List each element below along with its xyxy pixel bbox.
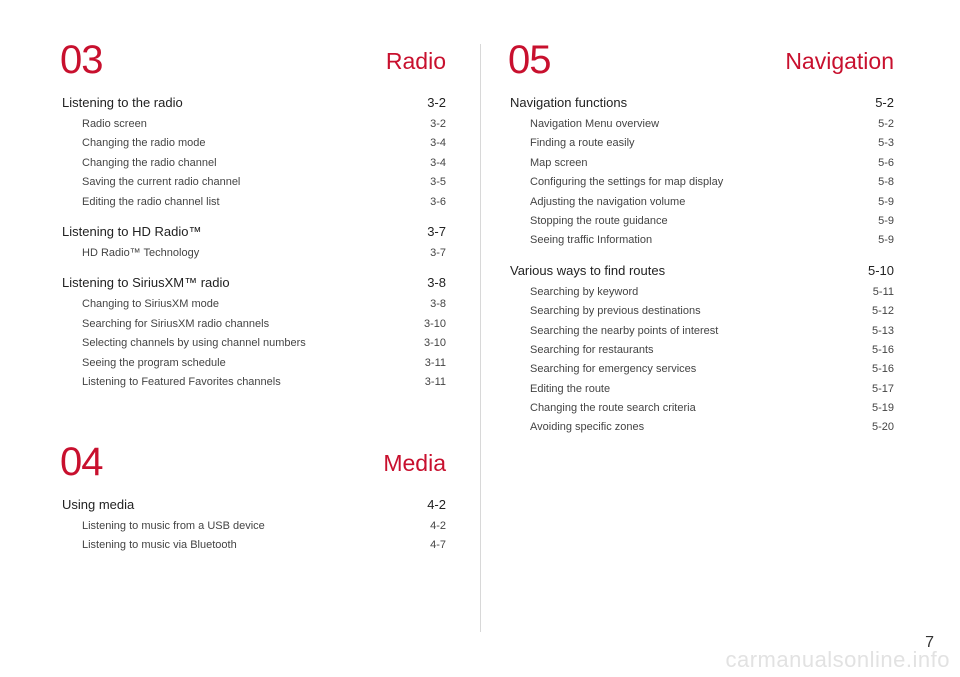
toc-entry-title: Map screen xyxy=(530,156,588,169)
toc-entry-page: 3-7 xyxy=(430,246,446,259)
toc-entry-page: 3-10 xyxy=(423,317,446,330)
toc-entry-title: Selecting channels by using channel numbers xyxy=(82,337,306,350)
toc-entry-page: 3-8 xyxy=(430,298,446,311)
toc-entry[interactable] xyxy=(510,115,894,134)
toc-entry[interactable] xyxy=(62,244,446,263)
toc-entry-title: Saving the current radio channel xyxy=(82,176,241,189)
toc-entry-page: 3-11 xyxy=(424,375,446,388)
toc-entry-page: 5-16 xyxy=(871,363,894,376)
toc-sub-list xyxy=(62,244,446,263)
toc-sub-list xyxy=(510,115,894,251)
toc-entry[interactable] xyxy=(510,154,894,173)
toc-entry-title: Searching the nearby points of interest xyxy=(530,324,719,337)
toc-entry-page: 5-9 xyxy=(878,234,894,247)
toc-entry-page: 3-4 xyxy=(430,137,446,150)
toc-entry-title: Avoiding specific zones xyxy=(530,421,645,434)
toc-sub-list xyxy=(62,517,446,556)
toc-section xyxy=(62,273,446,392)
toc-section-title: Listening to the radio xyxy=(62,95,183,110)
toc-entry-page: 5-2 xyxy=(878,118,894,130)
chapter-number: 04 xyxy=(60,440,103,484)
toc-entry-page: 4-7 xyxy=(430,539,446,552)
toc-entry-page: 5-11 xyxy=(872,285,894,298)
page-number: 7 xyxy=(925,634,934,651)
toc-section xyxy=(510,261,894,438)
toc-entry[interactable] xyxy=(510,173,894,192)
toc-entry-title: Searching by keyword xyxy=(530,285,639,298)
toc-entry-page: 3-10 xyxy=(423,337,446,350)
toc-entry[interactable] xyxy=(510,380,894,399)
toc-entry-title: Changing the route search criteria xyxy=(530,402,696,415)
toc-entry[interactable] xyxy=(62,295,446,314)
toc-entry[interactable] xyxy=(510,231,894,250)
toc-entry-page: 5-8 xyxy=(878,176,894,189)
toc-sub-list xyxy=(62,115,446,212)
toc-section-heading[interactable] xyxy=(510,261,894,281)
toc-sub-list xyxy=(62,295,446,392)
toc-entry-page: 5-16 xyxy=(871,343,894,356)
toc-entry-title: HD Radio™ Technology xyxy=(82,246,200,259)
toc-entry-title: Configuring the settings for map display xyxy=(530,176,724,189)
toc-entry-title: Changing to SiriusXM mode xyxy=(82,298,219,311)
toc-entry[interactable] xyxy=(62,536,446,555)
toc-entry[interactable] xyxy=(510,399,894,418)
toc-entry-title: Seeing traffic Information xyxy=(530,234,653,247)
toc-entry[interactable] xyxy=(62,373,446,392)
toc-entry-page: 5-12 xyxy=(871,305,894,318)
toc-entry-title: Adjusting the navigation volume xyxy=(530,195,686,208)
toc-section-title: Using media xyxy=(62,497,135,512)
toc-sub-list xyxy=(510,283,894,438)
chapter-title: Navigation xyxy=(785,48,894,74)
chapter-header xyxy=(62,442,446,482)
toc-section-title: Navigation functions xyxy=(510,95,628,110)
toc-section-heading[interactable] xyxy=(62,222,446,242)
toc-section-heading[interactable] xyxy=(62,273,446,293)
toc-section-heading[interactable] xyxy=(510,93,894,113)
toc-section xyxy=(62,495,446,556)
chapter-header xyxy=(510,40,894,80)
toc-entry-page: 5-13 xyxy=(871,324,894,337)
toc-entry[interactable] xyxy=(510,322,894,341)
toc-section-page: 5-10 xyxy=(867,262,894,278)
chapter-title: Media xyxy=(383,450,446,476)
toc-entry-page: 5-9 xyxy=(878,214,894,227)
toc-section-page: 3-2 xyxy=(427,95,446,110)
toc-entry-title: Listening to Featured Favorites channels xyxy=(82,375,281,388)
toc-entry-title: Searching for emergency services xyxy=(530,363,697,376)
toc-section-heading[interactable] xyxy=(62,495,446,515)
watermark: carmanualsonline.info xyxy=(725,647,950,672)
toc-section xyxy=(62,222,446,263)
toc-entry-title: Searching by previous destinations xyxy=(530,305,701,318)
chapter-navigation xyxy=(510,40,894,438)
toc-entry-title: Navigation Menu overview xyxy=(530,118,660,130)
toc-entry-title: Seeing the program schedule xyxy=(82,356,226,369)
toc-entry-page: 5-17 xyxy=(871,382,894,395)
toc-entry-title: Editing the radio channel list xyxy=(82,195,220,208)
toc-section-page: 4-2 xyxy=(427,497,446,512)
toc-entry-title: Searching for restaurants xyxy=(530,343,654,356)
chapter-header xyxy=(62,40,446,80)
toc-section-page: 3-7 xyxy=(427,223,446,239)
toc-entry[interactable] xyxy=(510,302,894,321)
toc-entry[interactable] xyxy=(510,193,894,212)
chapter-number: 03 xyxy=(60,38,103,82)
toc-entry[interactable] xyxy=(510,134,894,153)
toc-entry[interactable] xyxy=(62,315,446,334)
toc-section xyxy=(62,93,446,212)
toc-section-page: 5-2 xyxy=(875,95,894,110)
toc-entry[interactable] xyxy=(62,193,446,212)
toc-entry-title: Stopping the route guidance xyxy=(530,214,668,227)
toc-entry[interactable] xyxy=(510,418,894,437)
toc-entry-page: 5-6 xyxy=(878,156,894,169)
toc-entry-page: 5-19 xyxy=(871,402,894,415)
column-divider xyxy=(480,44,481,632)
toc-entry-page: 5-3 xyxy=(878,137,894,150)
toc-section-heading[interactable] xyxy=(62,93,446,113)
toc-entry[interactable] xyxy=(62,354,446,373)
toc-entry[interactable] xyxy=(510,360,894,379)
toc-entry[interactable] xyxy=(62,517,446,536)
toc-entry[interactable] xyxy=(62,115,446,134)
toc-entry[interactable] xyxy=(62,173,446,192)
chapter-number: 05 xyxy=(508,38,551,82)
toc-entry[interactable] xyxy=(62,134,446,153)
toc-entry-page: 5-20 xyxy=(871,421,894,434)
toc-section-title: Listening to HD Radio™ xyxy=(62,223,202,239)
toc-entry-title: Changing the radio mode xyxy=(82,137,206,150)
toc-entry-title: Listening to music from a USB device xyxy=(82,520,265,532)
toc-section-title: Various ways to find routes xyxy=(510,262,666,278)
toc-entry-title: Listening to music via Bluetooth xyxy=(82,539,237,552)
chapter-title: Radio xyxy=(385,48,446,74)
toc-section xyxy=(510,93,894,251)
toc-section-page: 3-8 xyxy=(427,275,446,291)
toc-entry-page: 3-11 xyxy=(424,356,446,369)
chapter-radio xyxy=(62,40,446,392)
toc-section-title: Listening to SiriusXM™ radio xyxy=(62,275,230,291)
toc-entry-page: 3-4 xyxy=(430,156,446,169)
toc-entry[interactable] xyxy=(62,334,446,353)
toc-entry[interactable] xyxy=(510,341,894,360)
toc-entry[interactable] xyxy=(510,212,894,231)
toc-entry[interactable] xyxy=(62,154,446,173)
toc-entry-page: 3-2 xyxy=(430,118,446,130)
toc-entry-page: 3-5 xyxy=(430,176,446,189)
chapter-media xyxy=(62,442,446,556)
toc-entry-title: Editing the route xyxy=(530,382,611,395)
toc-entry-title: Finding a route easily xyxy=(530,137,635,150)
toc-entry-page: 3-6 xyxy=(430,195,446,208)
toc-entry-title: Changing the radio channel xyxy=(82,156,217,169)
toc-entry-page: 4-2 xyxy=(430,520,446,532)
toc-entry-title: Radio screen xyxy=(82,118,147,130)
toc-entry-title: Searching for SiriusXM radio channels xyxy=(82,317,270,330)
toc-entry-page: 5-9 xyxy=(878,195,894,208)
toc-entry[interactable] xyxy=(510,283,894,302)
